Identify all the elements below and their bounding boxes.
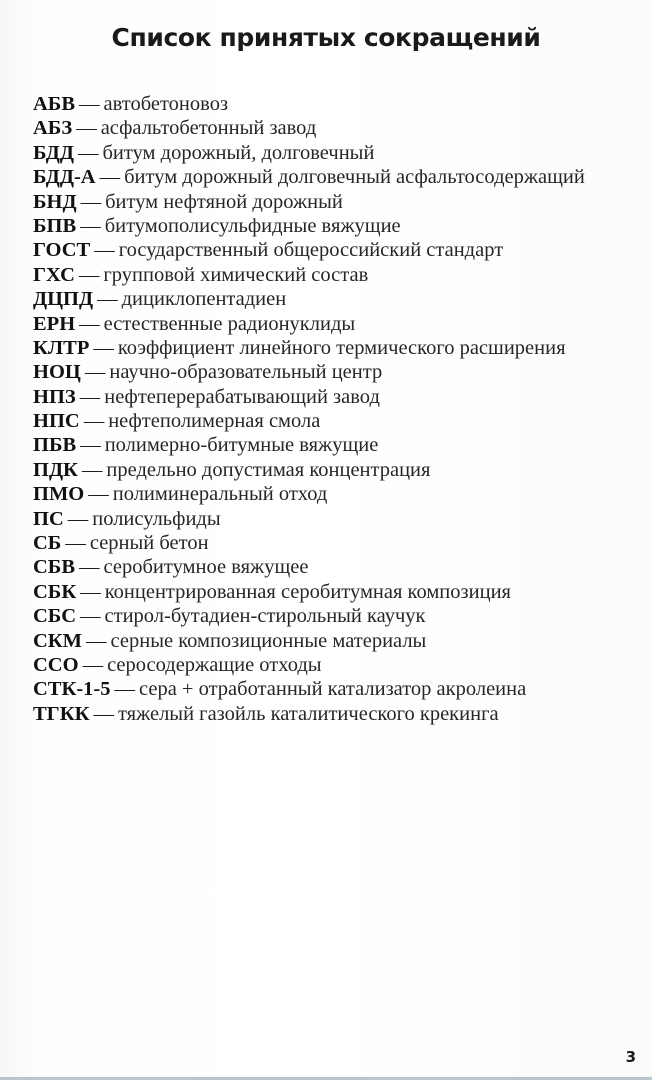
list-item	[33, 702, 643, 726]
em-dash-separator: —	[79, 385, 101, 408]
abbreviation-term: НПЗ	[33, 385, 76, 408]
abbreviation-definition: коэффициент линейного термического расширения	[117, 336, 566, 359]
em-dash-separator: —	[93, 702, 114, 725]
abbreviation-term: НПС	[33, 410, 80, 433]
abbreviation-term: СБ	[33, 532, 62, 555]
abbreviation-term: НОЦ	[33, 361, 81, 384]
list-item	[33, 604, 643, 628]
list-item	[33, 360, 643, 384]
abbreviation-list	[33, 92, 643, 726]
abbreviation-term: АБВ	[33, 93, 76, 115]
em-dash-separator: —	[76, 117, 97, 140]
page-number: 3	[625, 1048, 636, 1066]
abbreviation-term: СКМ	[33, 629, 83, 652]
abbreviation-definition: дициклопентадиен	[121, 288, 287, 311]
abbreviation-term: БДД	[33, 141, 74, 164]
em-dash-separator: —	[99, 166, 121, 189]
abbreviation-term: БНД	[33, 190, 77, 213]
list-item	[33, 482, 643, 506]
abbreviation-definition: полисульфиды	[92, 507, 221, 530]
abbreviation-term: СБК	[33, 580, 77, 603]
abbreviation-term: ПДК	[33, 458, 78, 481]
list-item	[33, 433, 643, 457]
list-item	[33, 141, 643, 165]
em-dash-separator: —	[88, 483, 109, 506]
abbreviation-definition: тяжелый газойль каталитического крекинга	[117, 702, 499, 725]
abbreviation-definition: асфальтобетонный завод	[100, 117, 317, 140]
list-item	[33, 336, 643, 360]
em-dash-separator: —	[79, 556, 100, 579]
abbreviation-definition: битумополисульфидные вяжущие	[104, 214, 401, 237]
list-item	[33, 116, 643, 140]
abbreviation-definition: серный бетон	[89, 532, 209, 555]
abbreviation-definition: нефтеполимерная смола	[108, 410, 321, 433]
abbreviation-definition: научно-образовательный центр	[109, 361, 383, 384]
list-item	[33, 312, 643, 336]
list-item	[33, 653, 643, 677]
abbreviation-definition: серные композиционные материалы	[110, 629, 427, 652]
em-dash-separator: —	[97, 288, 118, 311]
abbreviation-definition: естественные радионуклиды	[103, 312, 356, 335]
abbreviation-term: ПМО	[33, 483, 85, 506]
em-dash-separator: —	[93, 336, 114, 359]
abbreviation-definition: государственный общероссийский стандарт	[118, 239, 504, 262]
abbreviation-definition: полиминеральный отход	[112, 483, 328, 506]
em-dash-separator: —	[65, 532, 86, 555]
abbreviation-term: ГХС	[33, 263, 75, 286]
abbreviation-term: ДЦПД	[33, 288, 94, 311]
em-dash-separator: —	[80, 605, 101, 628]
abbreviation-definition: битум нефтяной дорожный	[105, 190, 343, 213]
em-dash-separator: —	[94, 239, 115, 262]
em-dash-separator: —	[80, 214, 101, 237]
abbreviation-definition: сера + отработанный катализатор акролеина	[139, 678, 527, 701]
list-item	[33, 214, 643, 238]
abbreviation-term: СБВ	[33, 556, 76, 579]
list-item	[33, 409, 643, 433]
em-dash-separator: —	[79, 93, 100, 115]
list-item	[33, 507, 643, 531]
list-item	[33, 385, 643, 409]
list-item	[33, 287, 643, 311]
list-item	[33, 238, 643, 262]
abbreviation-term: АБЗ	[33, 117, 73, 140]
abbreviation-term: ПС	[33, 507, 64, 530]
abbreviation-definition: битум дорожный, долговечный	[102, 141, 375, 164]
em-dash-separator: —	[80, 434, 101, 457]
abbreviation-definition: серосодержащие отходы	[107, 653, 322, 676]
em-dash-separator: —	[81, 458, 103, 481]
em-dash-separator: —	[78, 263, 100, 286]
abbreviation-term: БПВ	[33, 214, 77, 237]
abbreviation-definition: стирол-бутадиен-стирольный каучук	[104, 605, 426, 628]
abbreviation-definition: битум дорожный долговечный асфальтосодержащий	[124, 166, 585, 189]
page-title: Список принятых сокращений	[111, 22, 541, 52]
abbreviation-term: ПБВ	[33, 434, 77, 457]
list-item	[33, 677, 643, 701]
em-dash-separator: —	[114, 678, 135, 701]
em-dash-separator: —	[80, 580, 101, 603]
abbreviation-definition: нефтеперерабатывающий завод	[104, 385, 380, 408]
abbreviation-definition: автобетоновоз	[103, 93, 229, 115]
abbreviation-term: ЕРН	[33, 312, 76, 335]
list-item	[33, 531, 643, 555]
abbreviation-term: СТК-1-5	[33, 678, 111, 701]
abbreviation-term: СБС	[33, 605, 77, 628]
em-dash-separator: —	[80, 190, 102, 213]
abbreviation-term: ТГКК	[33, 702, 90, 725]
abbreviation-definition: предельно допустимая концентрация	[106, 458, 431, 481]
abbreviation-definition: полимерно-битумные вяжущие	[104, 434, 379, 457]
em-dash-separator: —	[82, 653, 104, 676]
em-dash-separator: —	[79, 312, 100, 335]
em-dash-separator: —	[67, 507, 89, 530]
list-item	[33, 458, 643, 482]
abbreviation-definition: серобитумное вяжущее	[103, 556, 309, 579]
em-dash-separator: —	[77, 141, 99, 164]
em-dash-separator: —	[84, 361, 106, 384]
em-dash-separator: —	[86, 629, 107, 652]
list-item	[33, 92, 643, 116]
abbreviation-definition: групповой химический состав	[103, 263, 369, 286]
list-item	[33, 165, 643, 189]
abbreviation-definition: концентрированная серобитумная композиция	[104, 580, 511, 603]
list-item	[33, 190, 643, 214]
abbreviation-term: КЛТР	[33, 336, 90, 359]
list-item	[33, 555, 643, 579]
abbreviation-term: БДД-А	[33, 166, 96, 189]
em-dash-separator: —	[83, 410, 105, 433]
list-item	[33, 580, 643, 604]
abbreviation-term: ССО	[33, 653, 79, 676]
list-item	[33, 263, 643, 287]
abbreviation-term: ГОСТ	[33, 239, 91, 262]
list-item	[33, 629, 643, 653]
